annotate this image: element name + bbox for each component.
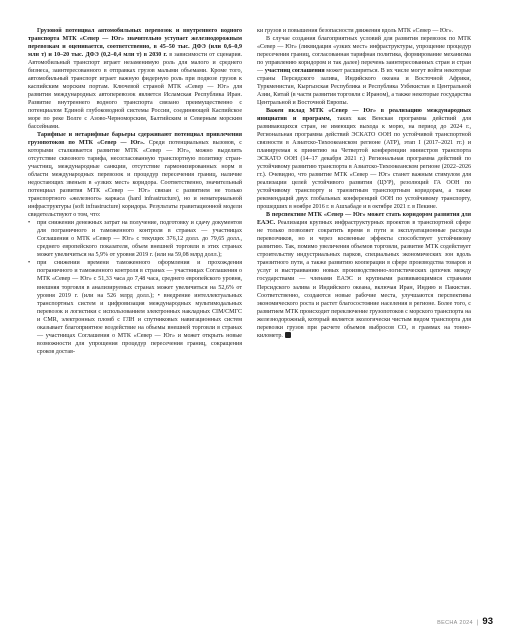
journal-issue: ВЕСНА 2024 (437, 620, 473, 626)
paragraph-emphasis-bold: участниц соглашения (264, 68, 325, 75)
paragraph-barriers (28, 131, 242, 219)
paragraph-lead-bold: В перспективе МТК «Север — Юг» может стать коридором развития для ЕАЭС. (257, 212, 471, 227)
paragraph-text: Среди потенциальных вызовов, с которыми сталкивается развитие МТК «Север — Юг», можно выделить отсутствие сквозного тарифа, несогласованную транспортную политику стран-участниц, международные санкции, отсутствие гармонизированных норм в области международных перевозок и процедур пересечения границ, наличие недостающих звеньев в «узких мест» коридора. Соответственно, значительный потенциал развития МТК «Север — Юг» связан с развитием не только транспортного «железного» каркаса (hard infrastructure), но и нематериальной инфраструктуры (soft infrastructure) коридора. Результаты гравитационной модели свидетельствуют о том, что: (28, 140, 242, 219)
right-column (257, 27, 471, 340)
list-item: • при снижении денежных затрат на получение, подготовку и сдачу документов для пограничного и таможенного контроля в странах — участницах Соглашения о МТК «Север — Юг» с текущих 376,12 долл. до 79,65 долл., среднего европейского показателя, объем внешней торговли в этих странах может увеличиться на 5,9% от уровня 2019 г. (или на 59,08 млрд долл.); (28, 219, 242, 259)
paragraph-text: таких как Венская программа действий для развивающихся стран, не имеющих выхода к морю, на период до 2024 г., Региональная программа действий ЭСКАТО ООН по устойчивой транспортной связности в Азиатско-Тихоокеанском регионе (АТР), этап I (2017–2021 гг.) и планируемая к принятию на Четвертой конференции министров транспорта ЭСКАТО ООН (14–17 декабря 2021 г.) Региональная программа действий по устойчивому развитию транспорта в Азиатско-Тихоокеанском регионе (2022–2026 гг.). Очевидно, что развитие МТК «Север — Юг» станет важным стимулом для реализации целей устойчивого развития (ЦУР), резолюций ГА ООН по устойчивому транспорту и транзитным транспортным коридорам, а также рекомендаций двух глобальных конференций ООН по устойчивому транспорту, прошедших в ноябре 2016 г. в Ашхабаде и в октябре 2021 г. в Пекине. (257, 116, 471, 211)
paragraph-text: Реализация крупных инфраструктурных проектов в транспортной сфере не только позволяет сократить время в пути и эксплуатационные расходы перевозчиков, но и через косвенные эффекты способствует устойчивому развитию. Так, помимо увеличения объемов торговли, развитие МТК содействует строительству индустриальных парков, специальных экономических зон вдоль транзитного пути, а также развитию кооперации в сфере производства товаров и услуг и выстраиванию новых производственно-логистических цепочек между государствами — членами ЕАЭС и крупными развивающимися странами Персидского залива и Индийского океана, включая Иран, Индию и Пакистан. Соответственно, создаются новые рабочие места, улучшаются перспективы экономического роста и растет благосостояние населения в регионе. Более того, с развитием МТК происходит переключение грузопотоков с морского транспорта на железнодорожный, который является экологически чистым видом транспорта для перевозки грузов при расчете объемов выбросов CO₂ в граммах на тонно-километр. (257, 220, 471, 339)
paragraph-participants (257, 35, 471, 107)
paragraph-lead-bold: Важен вклад МТК «Север — Юг» в реализацию международных инициатив и программ, (257, 108, 471, 123)
paragraph-continuation: ки грузов и повышения безопасности движения вдоль МТК «Север — Юг». (257, 28, 454, 34)
list-item: • при снижении времени таможенного оформления и прохождения пограничного и таможенного контроля в странах — участницах Соглашения о МТК «Север — Юг» с 51,33 часа до 7,48 часа, среднего европейского уровня, внешняя торговля в анализируемых странах может увеличиться на 52,6% от уровня 2019 г. (или на 526 млрд долл.); • внедрение интеллектуальных транспортных систем и цифровизация международных мультимодальных перевозок и логистики с использованием электронных накладных CIM/СМГС и CMR, электронных пломб с ГЛН и спутниковых навигационных систем оказывает благоприятное воздействие на объемы внешней торговли в странах — участницах Соглашения о МТК «Север — Юг» и может открыть новые возможности для упрощения процедур пересечения границ, сокращения сроков достав- (28, 259, 242, 355)
article-end-icon (285, 332, 291, 338)
paragraph-international-initiatives (257, 107, 471, 211)
page-number: 93 (482, 616, 493, 627)
paragraph-lead-bold: Тарифные и нетарифные барьеры сдерживают потенциал привлечения грузопотоков по МТК «Север — Юг». (28, 132, 242, 147)
findings-list (28, 219, 242, 355)
footer-separator: | (476, 620, 479, 626)
left-column (28, 27, 242, 356)
page-footer (437, 616, 493, 627)
paragraph-text: в зависимости от сценария. Автомобильный транспорт играет незаменимую роль для малого и среднего бизнеса, заинтересованного в отправках грузов малыми объемами. Кроме того, автомобильный транспорт играет важную фидерную роль при подвозе грузов к каспийским морским портам. Ключевой страной МТК «Север — Юг» для развития международных автоперевозок является Исламская Республика Иран. Развитие внутреннего водного транспорта связано преимущественно с потенциалом Единой глубоководной системы России, соединяющей Каспийское море по реке Волге с Азово-Черноморским, Балтийским и Северным морским бассейнами. (28, 52, 242, 131)
paragraph-road-water-potential (28, 27, 242, 131)
paragraph-eaeu-corridor (257, 211, 471, 339)
paragraph-text: может расшириться. В их числе могут войти некоторые страны Персидского залива, Индийского океана и Восточной Африки, Туркменистан, Кыргызская Республика и Республика Узбекистан в Центральной Азии, Китай (в части развития торговли с Ираном), а также некоторые государства Центральной и Восточной Европы. (257, 68, 471, 107)
paragraph-lead-bold: Грузовой потенциал автомобильных перевозок и внутреннего водного транспорта МТК «Север — Юг» значительно уступает железнодорожным перевозкам и оценивается, соответственно, в 45–50 тыс. ДФЭ (или 0,6–0,9 млн т) и 10–20 тыс. ДФЭ (0,2–0,4 млн т) в 2030 г. (28, 28, 242, 59)
paragraph-text: В случае создания благоприятных условий для развития перевозок по МТК «Север — Юг» (ликвидация «узких мест» инфраструктуры, упрощение процедур пересечения границ, согласованная тарифная политика, формирование механизма по управлению коридором и так далее) перечень заинтересованных стран и стран — (257, 36, 471, 75)
